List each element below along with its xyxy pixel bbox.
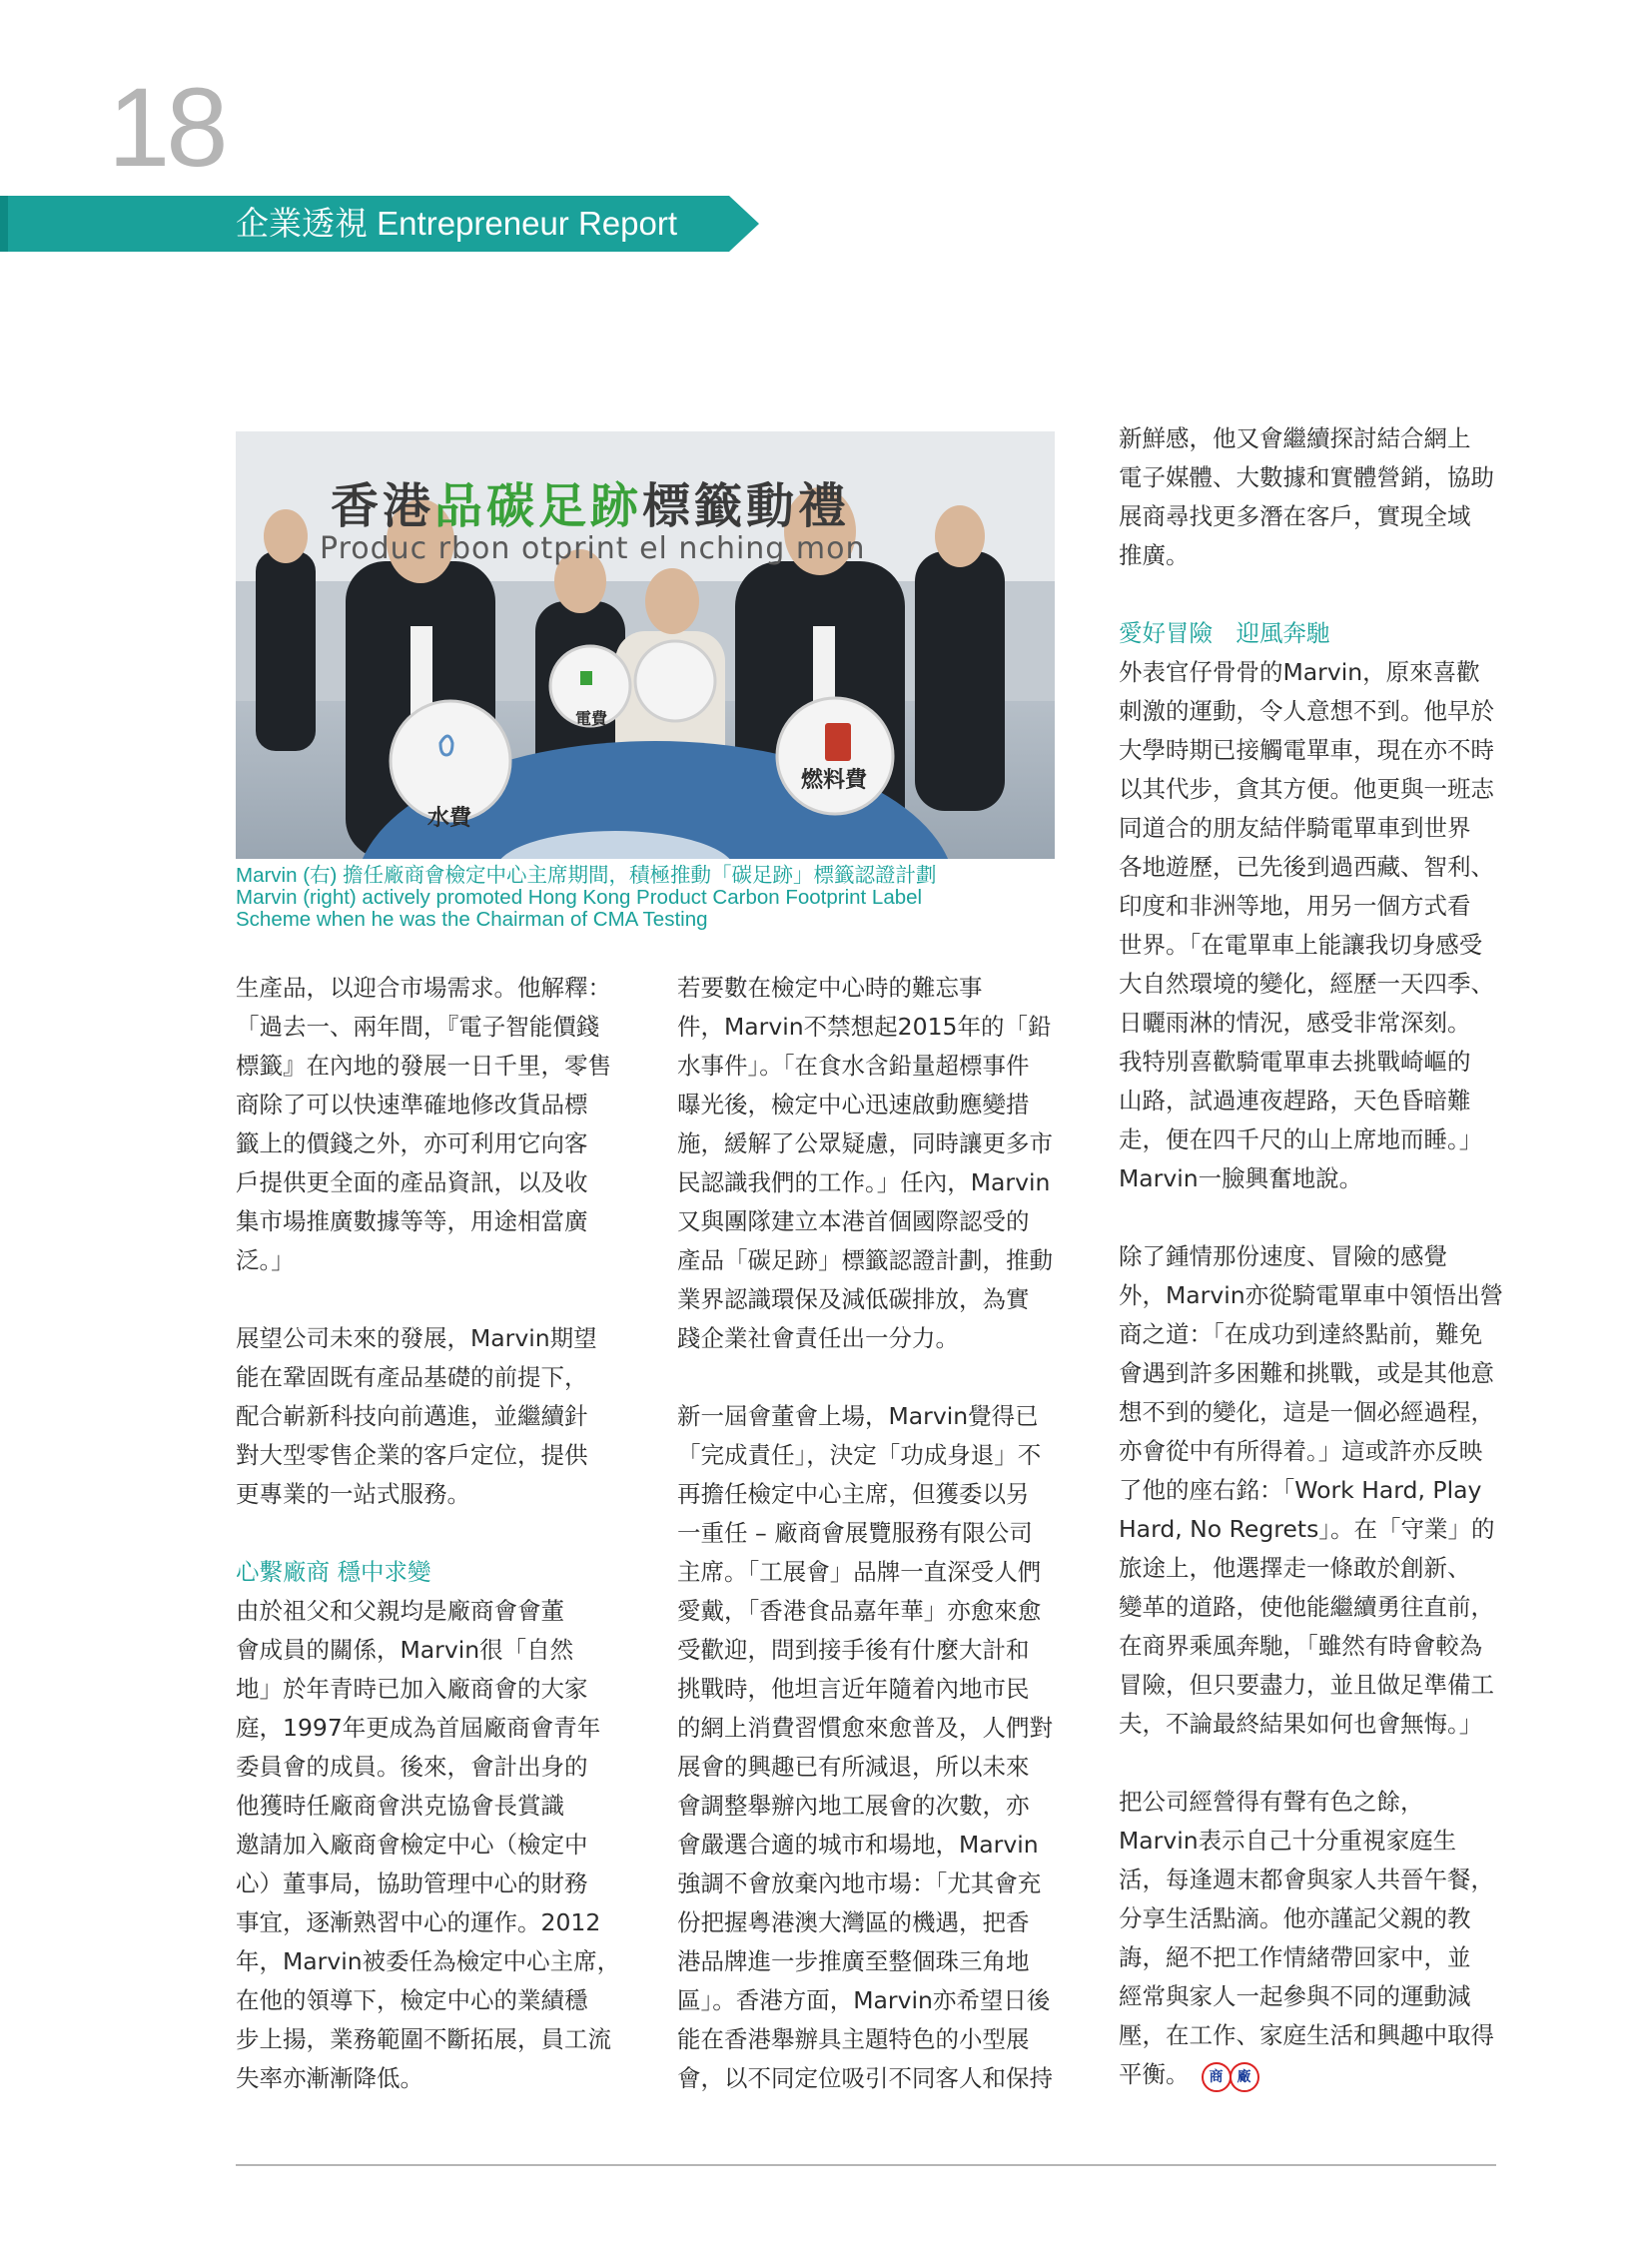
text-line: 我特別喜歡騎電單車去挑戰崎嶇的 xyxy=(1119,1048,1471,1076)
text-line: 泛。」 xyxy=(236,1246,295,1274)
text-line: 會遇到許多困難和挑戰，或是其他意 xyxy=(1119,1359,1494,1387)
text-column-3 xyxy=(1119,419,1504,2094)
text-line: 庭，1997年更成為首屆廠商會青年 xyxy=(236,1714,601,1742)
text-line: 以其代步，貪其方便。他更與一班志 xyxy=(1119,775,1494,803)
text-line: 新鮮感，他又會繼續探討結合網上 xyxy=(1119,424,1471,452)
text-line: 會調整舉辦內地工展會的次數，亦 xyxy=(677,1792,1030,1820)
text-line: 誨，絕不把工作情緒帶回家中，並 xyxy=(1119,1943,1471,1971)
text-line: 對大型零售企業的客戶定位，提供 xyxy=(236,1441,588,1469)
paragraph-gap xyxy=(677,1358,1057,1397)
section-band-edge xyxy=(0,196,8,252)
text-line: 日曬雨淋的情況，感受非常深刻。 xyxy=(1119,1009,1471,1037)
photo-caption xyxy=(236,865,1055,931)
text-line: 推廣。 xyxy=(1119,541,1190,569)
text-line: 除了鍾情那份速度、冒險的感覺 xyxy=(1119,1242,1447,1270)
end-stamp-icon xyxy=(1202,2061,1259,2091)
caption-line: Scheme when he was the Chairman of CMA Testing xyxy=(236,908,708,931)
caption-line: Marvin (right) actively promoted Hong Kong Product Carbon Footprint Label xyxy=(236,886,923,909)
text-line: Marvin一臉興奮地說。 xyxy=(1119,1164,1363,1192)
text-line: 強調不會放棄內地市場：「尤其會充 xyxy=(677,1869,1042,1897)
text-line: 曝光後，檢定中心迅速啟動應變措 xyxy=(677,1091,1030,1119)
text-line: 他獲時任廠商會洪克協會長賞識 xyxy=(236,1792,564,1820)
paragraph-gap xyxy=(1119,575,1498,614)
text-line: 在他的領導下，檢定中心的業績穩 xyxy=(236,1986,588,2014)
text-line: 一重任 – 廠商會展覽服務有限公司 xyxy=(677,1519,1033,1547)
text-line: 更專業的一站式服務。 xyxy=(236,1480,470,1508)
photo-banner-subtitle: Produc rbon otprint el nching mon xyxy=(320,531,866,566)
text-line: 旅途上，他選擇走一條敢於創新、 xyxy=(1119,1554,1471,1582)
text-line: 分享生活點滴。他亦謹記父親的教 xyxy=(1119,1904,1471,1932)
text-line: 戶提供更全面的產品資訊，以及收 xyxy=(236,1168,588,1196)
text-line: 夫，不論最終結果如何也會無悔。」 xyxy=(1119,1710,1483,1738)
text-line: 的網上消費習慣愈來愈普及，人們對 xyxy=(677,1714,1053,1742)
text-line: 份把握粵港澳大灣區的機遇，把香 xyxy=(677,1908,1030,1936)
text-line: 大學時期已接觸電單車，現在亦不時 xyxy=(1119,736,1494,764)
text-line: 大自然環境的變化，經歷一天四季、 xyxy=(1119,970,1494,998)
paragraph-gap xyxy=(1119,1744,1498,1783)
text-column-2 xyxy=(677,969,1057,2098)
sign-water-label: 水費 xyxy=(427,806,472,831)
text-line: 籤上的價錢之外，亦可利用它向客 xyxy=(236,1129,588,1157)
text-line: 經常與家人一起參與不同的運動減 xyxy=(1119,1982,1471,2010)
text-line: 再擔任檢定中心主席，但獲委以另 xyxy=(677,1480,1030,1508)
paragraph-gap xyxy=(236,1280,615,1319)
text-line: 能在香港舉辦具主題特色的小型展 xyxy=(677,2025,1030,2053)
text-line: 會嚴選合適的城市和場地，Marvin xyxy=(677,1831,1039,1859)
end-stamp-glyph: 廠 xyxy=(1230,2062,1259,2092)
text-line: 各地遊歷，已先後到過西藏、智利、 xyxy=(1119,853,1494,881)
text-line: 港品牌進一步推廣至整個珠三角地 xyxy=(677,1947,1030,1975)
text-line: 心）董事局，協助管理中心的財務 xyxy=(236,1869,588,1897)
text-line: 想不到的變化，這是一個必經過程， xyxy=(1119,1398,1494,1426)
text-line: 產品「碳足跡」標籤認證計劃，推動 xyxy=(677,1246,1053,1274)
text-line: 同道合的朋友結伴騎電單車到世界 xyxy=(1119,814,1471,842)
text-line: 「完成責任」，決定「功成身退」不 xyxy=(677,1441,1042,1469)
text-line: Marvin表示自己十分重視家庭生 xyxy=(1119,1827,1457,1855)
text-line: 水事件」。「在食水含鉛量超標事件 xyxy=(677,1052,1030,1080)
text-line: 事宜，逐漸熟習中心的運作。2012 xyxy=(236,1908,601,1936)
text-line: 挑戰時，他坦言近年隨着內地市民 xyxy=(677,1675,1030,1703)
text-line: 民認識我們的工作。」任內，Marvin xyxy=(677,1168,1051,1196)
text-line: 能在鞏固既有產品基礎的前提下， xyxy=(236,1363,588,1391)
text-line: 冒險，但只要盡力，並且做足準備工 xyxy=(1119,1671,1494,1699)
text-line: 受歡迎，問到接手後有什麼大計和 xyxy=(677,1636,1030,1664)
text-line: 壓，在工作、家庭生活和興趣中取得 xyxy=(1119,2021,1494,2049)
event-photo xyxy=(236,431,1055,859)
text-line: 「過去一、兩年間，『電子智能價錢 xyxy=(236,1013,600,1041)
text-line: 配合嶄新科技向前邁進，並繼續針 xyxy=(236,1402,588,1430)
text-line: 把公司經營得有聲有色之餘， xyxy=(1119,1788,1424,1816)
text-line: 由於祖父和父親均是廠商會會董 xyxy=(236,1597,564,1625)
text-line: 刺激的運動，令人意想不到。他早於 xyxy=(1119,697,1494,725)
section-heading: 愛好冒險 迎風奔馳 xyxy=(1119,619,1330,647)
text-line: 山路，試過連夜趕路，天色昏暗難 xyxy=(1119,1087,1471,1115)
paragraph-gap xyxy=(236,1514,615,1553)
text-line: 又與團隊建立本港首個國際認受的 xyxy=(677,1207,1030,1235)
text-line: 商除了可以快速準確地修改貨品標 xyxy=(236,1091,588,1119)
sign-electric-label: 電費 xyxy=(575,709,608,728)
text-line: 了他的座右銘：「Work Hard, Play xyxy=(1119,1476,1482,1504)
text-line: 主席。「工展會」品牌一直深受人們 xyxy=(677,1558,1042,1586)
text-line: 會，以不同定位吸引不同客人和保持 xyxy=(677,2064,1053,2092)
text-line: 邀請加入廠商會檢定中心（檢定中 xyxy=(236,1831,588,1859)
text-line: 地」於年青時已加入廠商會的大家 xyxy=(236,1675,588,1703)
end-stamp-glyph: 商 xyxy=(1202,2062,1232,2092)
text-line: 新一屆會董會上場，Marvin覺得已 xyxy=(677,1402,1039,1430)
text-line: 生產品，以迎合市場需求。他解釋： xyxy=(236,974,611,1002)
text-line: 活，每逢週末都會與家人共晉午餐， xyxy=(1119,1866,1494,1893)
text-line: 展會的興趣已有所減退，所以未來 xyxy=(677,1753,1030,1781)
text-line: 會成員的關係，Marvin很「自然 xyxy=(236,1636,574,1664)
text-line: 亦會從中有所得着。」這或許亦反映 xyxy=(1119,1437,1483,1465)
sign-fuel-label: 燃料費 xyxy=(801,768,868,793)
text-line: 外，Marvin亦從騎電單車中領悟出營 xyxy=(1119,1281,1504,1309)
footer-rule xyxy=(236,2164,1496,2166)
text-line: 展望公司未來的發展，Marvin期望 xyxy=(236,1324,597,1352)
text-line: 業界認識環保及減低碳排放，為實 xyxy=(677,1285,1030,1313)
text-line: 走，便在四千尺的山上席地而睡。」 xyxy=(1119,1125,1483,1153)
text-line: 踐企業社會責任出一分力。 xyxy=(677,1324,959,1352)
text-line: 件，Marvin不禁想起2015年的「鉛 xyxy=(677,1013,1052,1041)
text-line: 商之道：「在成功到達終點前，難免 xyxy=(1119,1320,1483,1348)
text-line: 若要數在檢定中心時的難忘事 xyxy=(677,974,983,1002)
page-number: 18 xyxy=(108,65,225,190)
text-line: 變革的道路，使他能繼續勇往直前， xyxy=(1119,1593,1494,1621)
text-line: 委員會的成員。後來，會計出身的 xyxy=(236,1753,588,1781)
text-line: 步上揚，業務範圍不斷拓展，員工流 xyxy=(236,2025,611,2053)
text-line: 電子媒體、大數據和實體營銷，協助 xyxy=(1119,463,1494,491)
text-line: 區」。香港方面，Marvin亦希望日後 xyxy=(677,1986,1051,2014)
text-line: 年，Marvin被委任為檢定中心主席， xyxy=(236,1947,621,1975)
text-line: Hard, No Regrets」。在「守業」的 xyxy=(1119,1515,1495,1543)
text-line: 世界。「在電單車上能讓我切身感受 xyxy=(1119,931,1483,959)
text-line: 失率亦漸漸降低。 xyxy=(236,2064,423,2092)
text-line: 集市場推廣數據等等，用途相當廣 xyxy=(236,1207,588,1235)
text-line: 展商尋找更多潛在客戶，實現全域 xyxy=(1119,502,1471,530)
photo-banner-text: 香港品碳足跡標籤動禮 xyxy=(331,478,851,534)
text-line: 愛戴，「香港食品嘉年華」亦愈來愈 xyxy=(677,1597,1042,1625)
text-line: 標籤』在內地的發展一日千里，零售 xyxy=(236,1052,611,1080)
text-line: 印度和非洲等地，用另一個方式看 xyxy=(1119,892,1471,920)
text-line xyxy=(1119,2055,1498,2094)
caption-line: Marvin (右) 擔任廠商會檢定中心主席期間，積極推動「碳足跡」標籤認證計劃 xyxy=(236,864,937,887)
text-line: 外表官仔骨骨的Marvin，原來喜歡 xyxy=(1119,658,1480,686)
text-line: 在商界乘風奔馳，「雖然有時會較為 xyxy=(1119,1632,1483,1660)
text-column-1 xyxy=(236,969,621,2098)
section-heading: 心繫廠商 穩中求變 xyxy=(236,1558,431,1586)
text-line-content: 平衡。 xyxy=(1119,2060,1190,2088)
text-line: 施，緩解了公眾疑慮，同時讓更多市 xyxy=(677,1129,1053,1157)
section-title: 企業透視 Entrepreneur Report xyxy=(236,205,678,242)
paragraph-gap xyxy=(1119,1198,1498,1237)
